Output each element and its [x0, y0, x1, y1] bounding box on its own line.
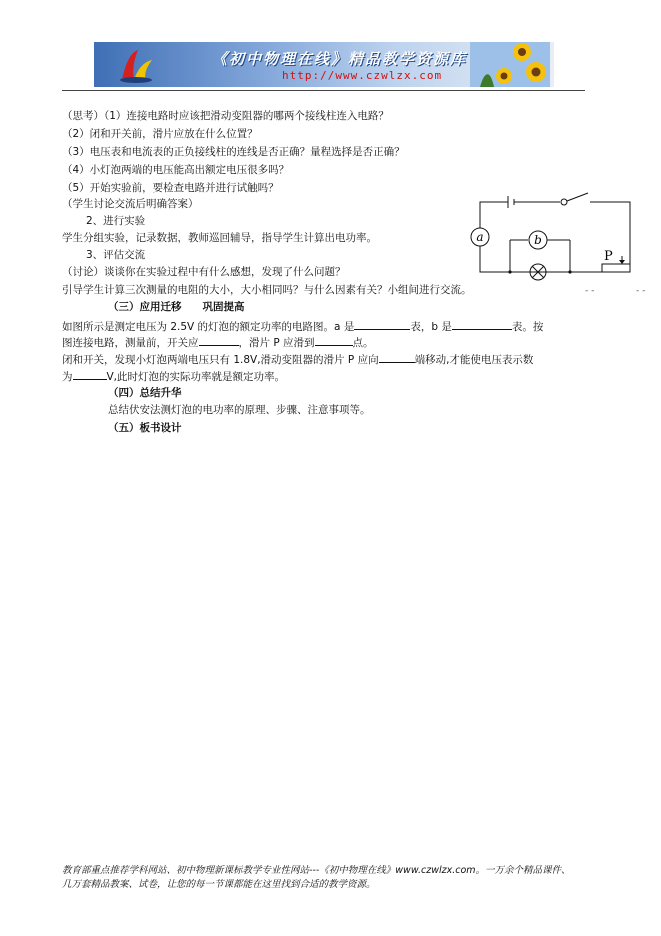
banner-title: 《初中物理在线》精品教学资源库 — [212, 50, 468, 68]
exercise-text: 闭和开关，发现小灯泡两端电压只有 1.8V,滑动变阻器的滑片 P 应向 — [62, 354, 379, 366]
guide-text: 引导学生计算三次测量的电阻的大小，大小相同吗？与什么因素有关？小组间进行交流。 — [62, 284, 472, 296]
step-3-heading: 3、评估交流 — [86, 249, 146, 261]
think-question-4: （4）小灯泡两端的电压能高出额定电压很多吗？ — [62, 164, 290, 176]
page-dash-2: - - — [636, 286, 646, 296]
slider-label: P — [604, 249, 613, 264]
answer-blank-a — [354, 318, 410, 330]
section-3-heading: （三）应用迁移 巩固提高 — [108, 301, 245, 313]
page-dash-1: - - — [585, 286, 595, 296]
section-4-text: 总结伏安法测灯泡的电功率的原理、步骤、注意事项等。 — [108, 404, 371, 416]
footer-line-2: 几万套精品教案、试卷，让您的每一节课都能在这里找到合适的教学资源。 — [62, 879, 376, 890]
ammeter-label: a — [476, 230, 484, 244]
step-2-heading: 2、进行实验 — [86, 215, 146, 227]
exercise-text: 如图所示是测定电压为 2.5V 的灯泡的额定功率的电路图。a 是 — [62, 321, 355, 333]
exercise-text: ，滑片 P 应滑到 — [238, 337, 315, 349]
site-logo-icon — [116, 46, 156, 84]
exercise-text: 为 — [62, 371, 73, 383]
answer-blank-switch — [199, 334, 239, 346]
answer-blank-point — [315, 334, 353, 346]
exercise-text: 端移动,才能使电压表示数 — [414, 354, 534, 366]
header-rule — [62, 90, 585, 91]
voltmeter-label: b — [534, 233, 542, 247]
exercise-line-3 — [62, 351, 533, 367]
answer-blank-direction — [379, 351, 415, 363]
exercise-text: 图连接电路，测量前，开关应 — [62, 337, 199, 349]
circuit-diagram — [466, 190, 634, 282]
banner-url[interactable]: http://www.czwlzx.com — [282, 69, 443, 82]
answer-blank-b — [452, 318, 512, 330]
exercise-text: 表。按 — [511, 321, 544, 333]
footer-line-1: 教育部重点推荐学科网站、初中物理新课标教学专业性网站---《初中物理在线》www.czwlzx.com。一万余个精品课件、 — [62, 865, 571, 876]
exercise-line-2 — [62, 334, 374, 350]
exercise-line-4 — [62, 368, 285, 384]
exercise-text: V,此时灯泡的实际功率就是额定功率。 — [106, 371, 286, 383]
think-question-2: （2）闭和开关前，滑片应放在什么位置？ — [62, 128, 258, 140]
think-question-5: （5）开始实验前，要检查电路并进行试触吗？ — [62, 182, 279, 194]
rheostat — [602, 264, 630, 272]
think-question-3: （3）电压表和电流表的正负接线柱的连线是否正确？量程选择是否正确？ — [62, 146, 405, 158]
switch-contact — [561, 199, 567, 205]
step-2-text: 学生分组实验，记录数据，教师巡回辅导，指导学生计算出电功率。 — [62, 232, 377, 244]
exercise-text: 点。 — [352, 337, 374, 349]
header-banner — [94, 42, 554, 87]
section-4-heading: （四）总结升华 — [108, 387, 182, 399]
discussion-note: （学生讨论交流后明确答案） — [62, 198, 199, 210]
circuit-wire-main — [480, 202, 508, 228]
exercise-text: 表，b 是 — [410, 321, 452, 333]
exercise-line-1 — [62, 318, 543, 334]
section-5-heading: （五）板书设计 — [108, 422, 182, 434]
answer-blank-voltage — [73, 368, 107, 380]
discussion-question: （讨论）谈谈你在实验过程中有什么感想，发现了什么问题？ — [62, 266, 346, 278]
sunflower-icon — [470, 42, 550, 87]
think-question-1: （思考）（1）连接电路时应该把滑动变阻器的哪两个接线柱连入电路？ — [62, 110, 389, 122]
switch-blade — [567, 193, 588, 201]
